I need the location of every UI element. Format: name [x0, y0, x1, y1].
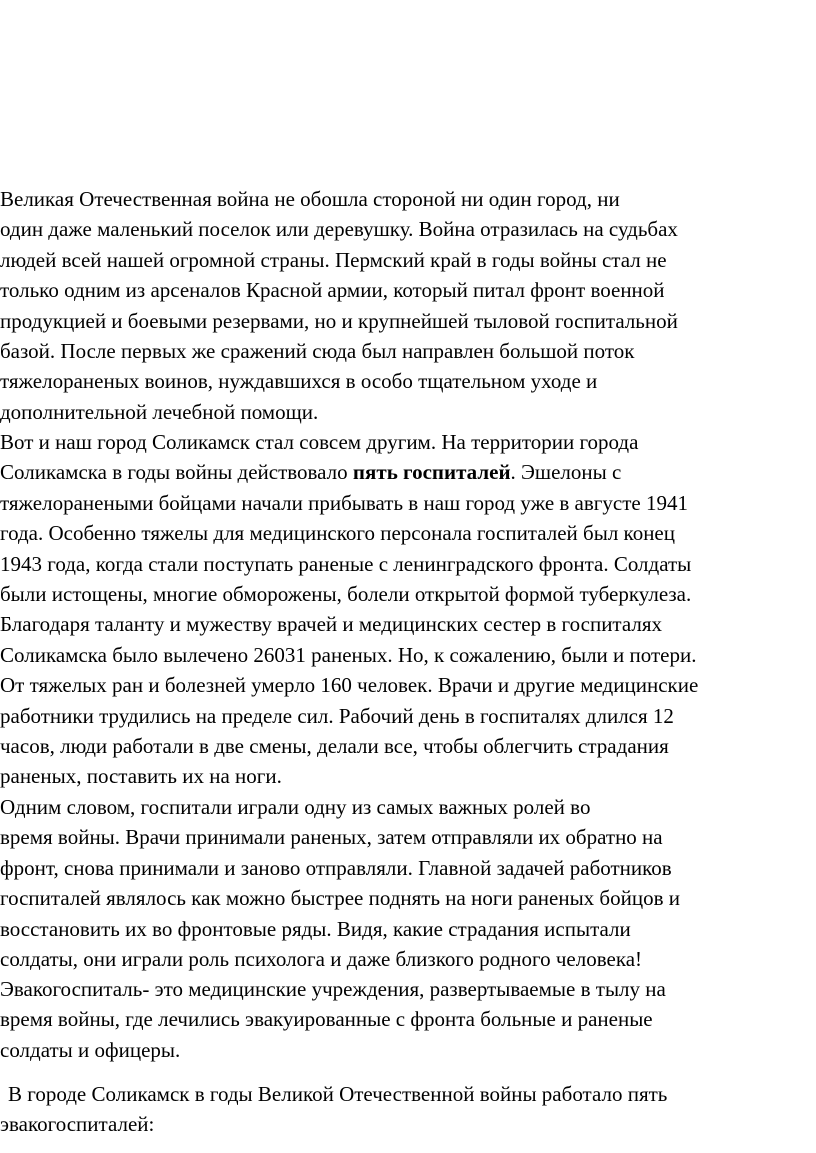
text-line: Соликамска было вылечено 26031 раненых. Но, к сожалению, были и потери.: [0, 642, 697, 667]
text-segment: . Эшелоны с: [510, 460, 622, 485]
text-line: тяжелораненых воинов, нуждавшихся в особо тщательном уходе и: [0, 369, 598, 394]
text-line: эвакогоспиталей:: [0, 1112, 155, 1137]
text-line: 1943 года, когда стали поступать раненые с ленинградского фронта. Солдаты: [0, 551, 692, 576]
text-line: В городе Соликамск в годы Великой Отечественной войны работало пять: [8, 1082, 668, 1106]
paragraph-intro: [0, 184, 816, 427]
text-line: фронт, снова принимали и заново отправляли. Главной задачей работников: [0, 855, 672, 880]
text-line: Благодаря таланту и мужеству врачей и медицинских сестер в госпиталях: [0, 612, 663, 637]
text-line: время войны, где лечились эвакуированные с фронта больные и раненые: [0, 1007, 653, 1032]
text-line: были истощены, многие обморожены, болели открытой формой туберкулеза.: [0, 581, 692, 606]
text-line: дополнительной лечебной помощи.: [0, 399, 319, 424]
text-line-with-bold: [0, 457, 816, 487]
text-line: раненых, поставить их на ноги.: [0, 764, 282, 789]
text-line: госпиталей являлось как можно быстрее поднять на ноги раненых бойцов и: [0, 886, 680, 911]
text-line: Вот и наш город Соликамск стал совсем другим. На территории города: [0, 430, 639, 454]
text-line: часов, люди работали в две смены, делали все, чтобы облегчить страдания: [0, 733, 669, 758]
paragraph-hospitals-role: [0, 792, 816, 974]
text-line: Великая Отечественная война не обошла стороной ни один город, ни: [0, 187, 620, 211]
paragraph-definition: [0, 974, 816, 1065]
text-line: базой. После первых же сражений сюда был направлен большой поток: [0, 338, 635, 363]
text-line: продукцией и боевыми резервами, но и крупнейшей тыловой госпитальной: [0, 308, 678, 333]
text-line: Эвакогоспиталь- это медицинские учреждения, развертываемые в тылу на: [0, 977, 666, 1001]
text-line: солдаты и офицеры.: [0, 1037, 181, 1062]
bold-phrase: пять госпиталей: [352, 460, 511, 485]
paragraph-solikamsk: [0, 427, 816, 792]
text-segment: Соликамска в годы войны действовало: [0, 460, 353, 485]
text-line: солдаты, они играли роль психолога и даже близкого родного человека!: [0, 946, 643, 971]
text-line: работники трудились на пределе сил. Рабочий день в госпиталях длился 12: [0, 703, 674, 728]
text-line: Одним словом, госпитали играли одну из самых важных ролей во: [0, 795, 591, 819]
text-line: тяжелоранеными бойцами начали прибывать в наш город уже в августе 1941: [0, 490, 688, 515]
text-line: людей всей нашей огромной страны. Пермский край в годы войны стал не: [0, 247, 667, 272]
text-line: года. Особенно тяжелы для медицинского персонала госпиталей был конец: [0, 521, 675, 546]
text-line: один даже маленький поселок или деревушку. Война отразилась на судьбах: [0, 217, 678, 242]
paragraph-list-intro: [0, 1079, 816, 1140]
text-line: время войны. Врачи принимали раненых, затем отправляли их обратно на: [0, 825, 663, 850]
text-line: От тяжелых ран и болезней умерло 160 человек. Врачи и другие медицинские: [0, 673, 699, 698]
text-line: только одним из арсеналов Красной армии, который питал фронт военной: [0, 278, 665, 303]
text-line: восстановить их во фронтовые ряды. Видя, какие страдания испытали: [0, 916, 631, 941]
